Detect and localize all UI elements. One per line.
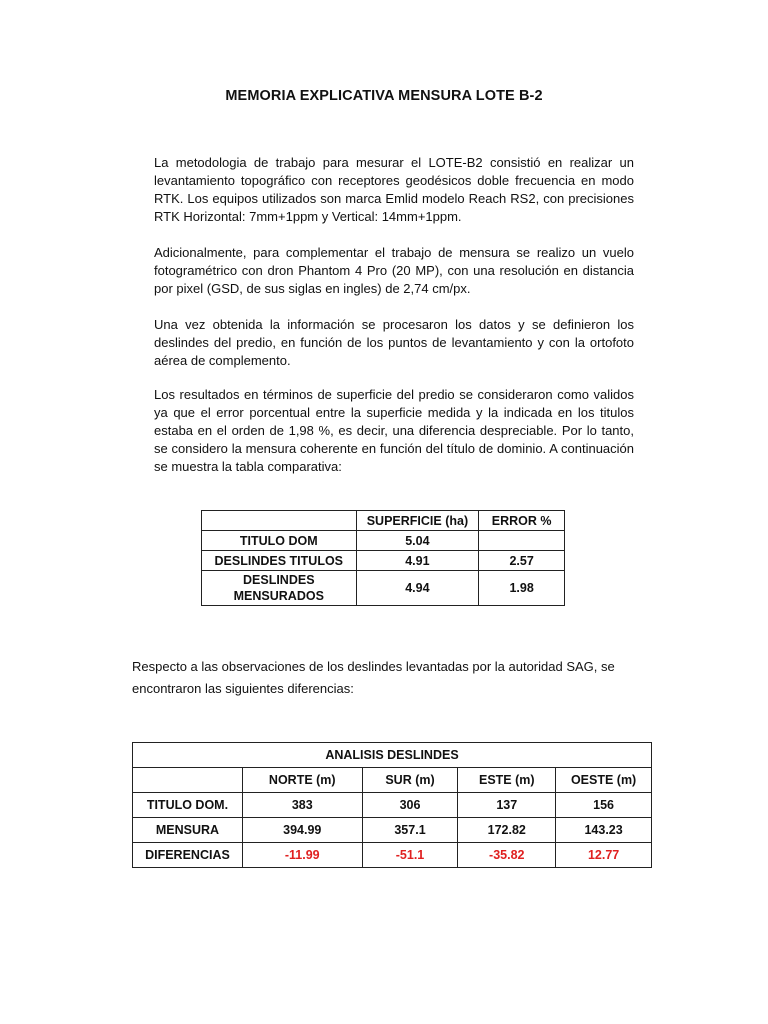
row-label: MENSURA bbox=[133, 818, 243, 843]
table-cell: 4.91 bbox=[356, 551, 479, 571]
table-cell: 172.82 bbox=[458, 818, 556, 843]
paragraph-processing: Una vez obtenida la información se procesaron los datos y se definieron los deslindes del predio, en función de los puntos de levantamiento y con la ortofoto aérea de complemento. bbox=[154, 317, 634, 368]
difference-cell: -11.99 bbox=[242, 843, 362, 868]
table-header-cell: SUPERFICIE (ha) bbox=[356, 511, 479, 531]
table-cell: 394.99 bbox=[242, 818, 362, 843]
table-title-row bbox=[133, 743, 652, 768]
table-header-cell: ESTE (m) bbox=[458, 768, 556, 793]
page-title: MEMORIA EXPLICATIVA MENSURA LOTE B-2 bbox=[225, 88, 543, 104]
paragraph-results: Los resultados en términos de superficie del predio se consideraron como validos ya que el error porcentual entre la superficie medida y la indicada en los titulos estaba en el orden de 1,98 %, es decir, una diferencia despreciable. Por lo tanto, se considero la mensura coherente en función del título de dominio. A continuación se muestra la tabla comparativa: bbox=[154, 387, 634, 474]
table-cell: 156 bbox=[556, 793, 652, 818]
difference-cell: 12.77 bbox=[556, 843, 652, 868]
difference-cell: -51.1 bbox=[362, 843, 458, 868]
row-label: DESLINDES TITULOS bbox=[202, 551, 357, 571]
table-cell: 1.98 bbox=[479, 571, 565, 606]
table-row bbox=[202, 551, 565, 571]
table-header-cell: SUR (m) bbox=[362, 768, 458, 793]
table-cell bbox=[479, 531, 565, 551]
surface-comparison-table bbox=[201, 510, 565, 606]
row-label: TITULO DOM. bbox=[133, 793, 243, 818]
paragraph-methodology: La metodologia de trabajo para mesurar el LOTE-B2 consistió en realizar un levantamiento topográfico con receptores geodésicos doble frecuencia en modo RTK. Los equipos utilizados son marca Emlid modelo Reach RS2, con precisiones RTK Horizontal: 7mm+1ppm y Vertical: 14mm+1ppm. bbox=[154, 155, 634, 224]
table-header-row bbox=[133, 768, 652, 793]
table-row bbox=[133, 843, 652, 868]
table-title: ANALISIS DESLINDES bbox=[133, 743, 652, 768]
table-cell: 4.94 bbox=[356, 571, 479, 606]
row-label: DESLINDES MENSURADOS bbox=[202, 571, 357, 606]
table-cell: 383 bbox=[242, 793, 362, 818]
difference-cell: -35.82 bbox=[458, 843, 556, 868]
table-row bbox=[202, 531, 565, 551]
table-cell: 143.23 bbox=[556, 818, 652, 843]
table-cell: 5.04 bbox=[356, 531, 479, 551]
paragraph-photogrammetry: Adicionalmente, para complementar el trabajo de mensura se realizo un vuelo fotogramétrico con dron Phantom 4 Pro (20 MP), con una resolución en distancia por pixel (GSD, de sus siglas en ingles) de 2,74 cm/px. bbox=[154, 245, 634, 296]
table-cell: 357.1 bbox=[362, 818, 458, 843]
table-header-row bbox=[202, 511, 565, 531]
table-header-cell: ERROR % bbox=[479, 511, 565, 531]
table-header-cell: NORTE (m) bbox=[242, 768, 362, 793]
paragraph-observations: Respecto a las observaciones de los deslindes levantadas por la autoridad SAG, se encontraron las siguientes diferencias: bbox=[132, 659, 615, 696]
table-cell: 306 bbox=[362, 793, 458, 818]
boundary-analysis-table bbox=[132, 742, 652, 868]
row-label: TITULO DOM bbox=[202, 531, 357, 551]
table-cell: 137 bbox=[458, 793, 556, 818]
table-header-cell bbox=[133, 768, 243, 793]
row-label: DIFERENCIAS bbox=[133, 843, 243, 868]
table-row bbox=[133, 818, 652, 843]
table-row bbox=[133, 793, 652, 818]
table-cell: 2.57 bbox=[479, 551, 565, 571]
table-row bbox=[202, 571, 565, 606]
table-header-cell: OESTE (m) bbox=[556, 768, 652, 793]
table-header-cell bbox=[202, 511, 357, 531]
